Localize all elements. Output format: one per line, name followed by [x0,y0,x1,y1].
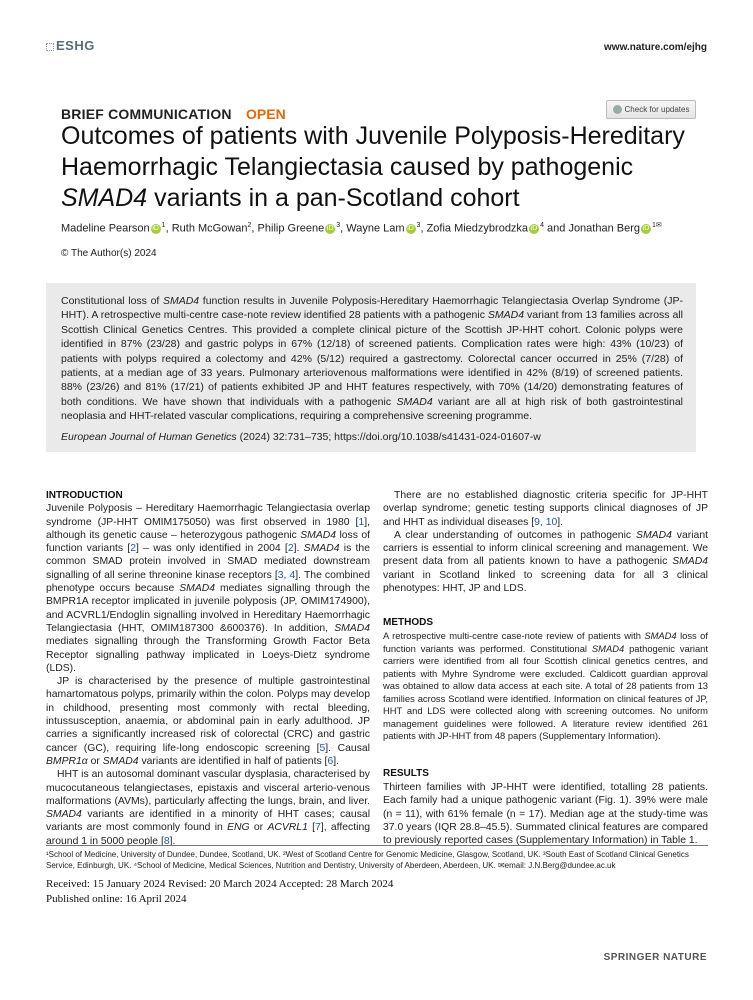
published-date: Published online: 16 April 2024 [46,893,187,905]
affiliation-marker: 1 [161,222,166,229]
intro-paragraph-2: JP is characterised by the presence of multiple gastrointestinal hamartomatous polyps, primarily within the colon. Polyps may develop in childhood, presenting most commonly with rectal bleeding, intussusception, anaemia, or abdominal pain in early adulthood. JP carries a significantly increased risk of colorectal (CRC) and gastric cancer (GC), requiring life-long endoscopic screening [5]. Causal BMPR1α or SMAD4 variants are identified in half of patients [6]. [46,676,370,767]
article-title: Outcomes of patients with Juvenile Polyposis-Hereditary Haemorrhagic Telangiectasia caused by pathogenic SMAD4 variants in a pan-Scotland cohort [61,122,685,212]
affiliation-marker: 2 [247,222,252,229]
journal-logo: ESHG [46,38,95,53]
orcid-icon[interactable]: iD [152,224,159,232]
publisher-logo: SPRINGER NATURE [603,952,707,963]
results-section [383,781,708,847]
affiliation-marker: 3 [416,222,421,229]
logo-mark-icon [46,43,54,51]
citation [61,431,683,443]
author-name[interactable]: Madeline Pearson [61,222,150,235]
intro-paragraph-3: HHT is an autosomal dominant vascular dysplasia, characterised by mucocutaneous telangiectases, epistaxis and visceral arterio-venous malformations (AVMs), particularly affecting the lungs, brain, and liver. SMAD4 variants are identified in a minority of HHT cases; causal variants are most commonly found in ENG or ACVRL1 [7], affecting around 1 in 5000 people [8]. [46,769,370,847]
affiliation-marker: 1✉ [652,222,662,229]
introduction-section [46,489,370,848]
orcid-icon[interactable]: iD [407,224,414,232]
article-type: BRIEF COMMUNICATION [61,106,232,122]
received-dates: Received: 15 January 2024 Revised: 20 March 2024 Accepted: 28 March 2024 [46,878,394,890]
orcid-icon[interactable]: iD [530,224,538,232]
intro-paragraph-1: Juvenile Polyposis – Hereditary Haemorrhagic Telangiectasia overlap syndrome (JP-HHT OMIM175050) was first observed in 1980 [1], although its genetic cause – heterozygous pathogenic SMAD4 loss of function variants [2] – was only identified in 2004 [2]. SMAD4 is the common SMAD protein involved in SMAD mediated downstream signalling of all serine threonine kinase receptors [3, 4]. The combined phenotype occurs because SMAD4 mediates signalling through the BMPR1A receptor implicated in juvenile polyposis (JP, OMIM174900), and ACVRL1/Endoglin signalling involved in Hereditary Haemorrhagic Telangiectasia (HHT, OMIM187300 &600376). In addition, SMAD4 mediates signalling through the Transforming Growth Factor Beta Receptor signalling pathway implicated in Loeys-Dietz syndrome (LDS). [46,503,370,674]
intro-continued [383,489,708,595]
copyright: © The Author(s) 2024 [61,248,157,259]
article-dates [46,877,546,907]
introduction-heading: INTRODUCTION [46,490,123,501]
author-list: Madeline Pearson iD $^1$, Ruth McGowan$^2$, Philip Greene iD $^3$, Wayne Lam iD $^3$, Zofia Miedzybrodzka iD $^4$ and Jonathan Berg iD $^{1✉}$ [61,222,662,235]
author-name[interactable]: Wayne Lam [346,222,405,235]
citation-details[interactable]: (2024) 32:731–735; https://doi.org/10.1038/s41431-024-01607-w [236,431,541,443]
update-icon [613,105,622,114]
author-name[interactable]: Jonathan Berg [568,222,640,235]
journal-url[interactable]: www.nature.com/ejhg [604,42,707,53]
intro-paragraph-5: A clear understanding of outcomes in pathogenic SMAD4 variant carriers is essential to inform clinical screening and management. We present data from all patients known to have a pathogenic SMAD4 variant in Scotland linked to screening data for all 3 clinical phenotypes: HHT, JP and LDS. [383,529,708,595]
orcid-icon[interactable]: iD [326,224,334,232]
methods-text: A retrospective multi-centre case-note review of patients with SMAD4 loss of function variants was performed. Constitutional SMAD4 pathogenic variant carriers were identified from all four Scottish clinical genetics centres, and patients with Myhre Syndrome were excluded. Caldicott guardian approval was obtained to allow data access at each site. A total of 28 patients from 13 families across Scotland were identified. Information on clinical features of JP, HHT and LDS were collected along with screening outcomes. No uniform management guidelines were followed. A literature review identified 261 patients with JP-HHT from 48 papers (Supplementary Information). [383,630,708,741]
citation-journal: European Journal of Human Genetics [61,431,237,443]
abstract: Constitutional loss of SMAD4 function results in Juvenile Polyposis-Hereditary Haemorrhagic Telangiectasia Overlap Syndrome (JP-HHT). A retrospective multi-centre case-note review identified 28 patients with a pathogenic SMAD4 variant from 13 families across all Scottish Clinical Genetics Centres. This provided a complete clinical picture of the Scottish JP-HHT cohort. Colonic polyps were identified in 87% (23/28) and gastric polyps in 67% (12/18) of screened patients. Complication rates were high: 43% (10/23) of patients with polyps required a colectomy and 42% (5/12) required a gastrectomy. Colorectal cancer occurred in 25% (7/28) of patients, at a median age of 33 years. Pulmonary arteriovenous malformations were identified in 42% (8/19) of screened patients. 88% (23/26) and 81% (17/21) of patients exhibited JP and HHT features respectively, with 70% (14/20) demonstrating features of both conditions. We have shown that individuals with a pathogenic SMAD4 variant are all at high risk of both gastrointestinal neoplasia and HHT-related vascular complications, requiring a comprehensive screening programme. [61,295,683,423]
results-text: Thirteen families with JP-HHT were identified, totalling 28 patients. Each family had a unique pathogenic variant (Fig. 1). 39% were male (n = 11), with 61% female (n = 17). Median age at the study-time was 37.0 years (IQR 28.8–45.5). Summated clinical features are compared to previously reported cases (Supplementary Information) in Table 1. [383,782,708,847]
methods-heading: METHODS [383,617,433,628]
intro-paragraph-4: There are no established diagnostic criteria specific for JP-HHT overlap syndrome; genetic testing supports clinical diagnoses of JP and HHT as individual diseases [9, 10]. [383,490,708,528]
author-name[interactable]: Ruth McGowan [171,222,248,235]
orcid-icon[interactable]: iD [642,224,650,232]
affiliation-marker: 4 [540,222,544,229]
methods-section [383,630,708,743]
author-name[interactable]: Philip Greene [257,222,325,235]
check-for-updates-button[interactable]: Check for updates [606,100,696,119]
footer-divider [46,845,708,846]
affiliations: ¹School of Medicine, University of Dundee, Dundee, Scotland, UK. ²West of Scotland Centre for Genomic Medicine, Glasgow, Scotland, UK. ³South East of Scotland Clinical Genetics Service, Edinburgh, UK. ⁴School of Medicine, Medical Sciences, Nutrition and Dentistry, University of Aberdeen, Aberdeen, UK. ✉email: J.N.Berg@dundee.ac.uk [46,850,689,871]
results-heading: RESULTS [383,768,429,779]
open-access-label: OPEN [246,106,286,122]
author-name[interactable]: Zofia Miedzybrodzka [426,222,529,235]
affiliation-marker: 3 [336,222,341,229]
